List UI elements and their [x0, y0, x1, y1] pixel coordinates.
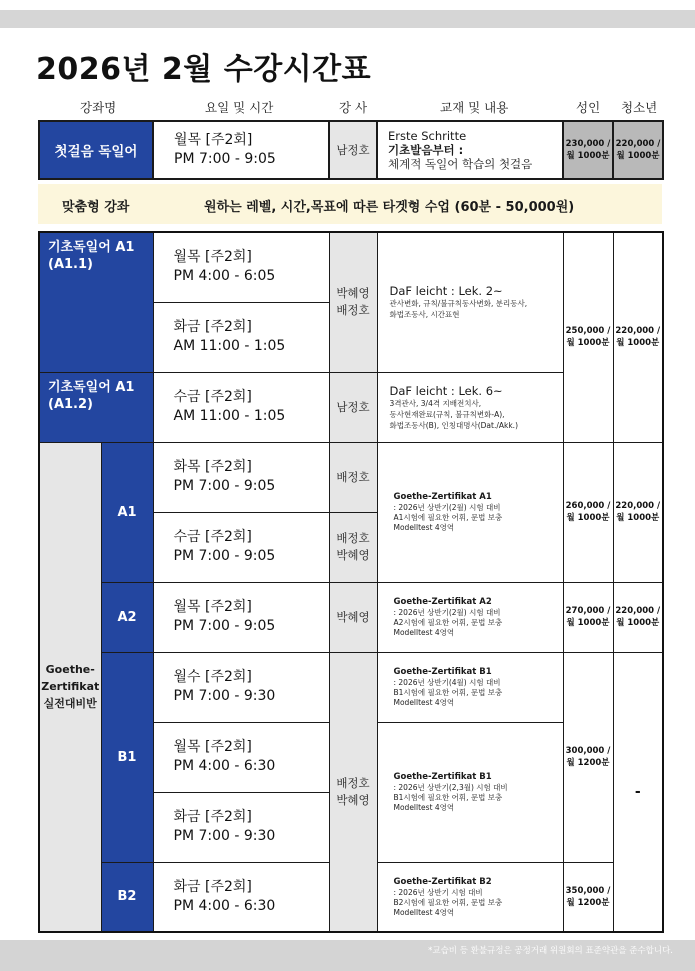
schedule-time: PM 7:00 - 9:30	[173, 828, 276, 844]
schedule-time: PM 4:00 - 6:30	[173, 897, 276, 914]
course-name-line2: (A1.2)	[48, 396, 93, 412]
schedule-time: PM 4:00 - 6:05	[173, 268, 276, 285]
banner-text: 원하는 레벨, 시간,목표에 따른 타겟형 수업 (60분 - 50,000원)	[204, 200, 575, 215]
teacher-cell	[329, 512, 377, 582]
exam-title: Goethe-Zertifikat A1	[393, 492, 492, 502]
goethe-group-label	[39, 442, 101, 932]
adult-price-value: 270,000 /	[565, 606, 611, 616]
youth-price-unit: 월 1000분	[616, 618, 660, 628]
exam-title: Goethe-Zertifikat B2	[393, 876, 492, 887]
schedule-time: PM 4:00 - 6:30	[173, 758, 276, 774]
adult-price	[563, 442, 613, 582]
first-course-table	[38, 120, 664, 180]
teacher-cell: 배정호	[329, 442, 377, 512]
youth-price-value: 220,000 /	[615, 606, 661, 616]
schedule-day: 월목 [주2회]	[174, 132, 253, 148]
page-title: 2026년 2월 수강시간표	[36, 52, 372, 87]
youth-price-unit: 월 1000분	[616, 151, 660, 161]
schedule-time: PM 7:00 - 9:05	[173, 548, 276, 564]
teacher-name: 배정호	[336, 531, 370, 545]
adult-price-unit: 월 1000분	[566, 513, 610, 523]
schedule-time: AM 11:00 - 1:05	[173, 408, 286, 424]
course-name-line2: (A1.1)	[48, 257, 93, 272]
teacher-cell	[329, 232, 377, 372]
adult-price-unit: 월 1000분	[566, 151, 610, 161]
course-name-line1: 기초독일어 A1	[48, 379, 135, 395]
teacher-cell: 남정호	[329, 121, 377, 179]
exam-detail: A1시험에 필요한 어휘, 문법 보충	[393, 513, 503, 522]
material-cell	[377, 232, 563, 372]
schedule-day: 월수 [주2회]	[173, 669, 252, 685]
material-cell	[377, 862, 563, 932]
schedule-time: PM 7:00 - 9:05	[173, 618, 276, 634]
schedule-cell	[153, 302, 329, 372]
material-detail: 3격관사, 3/4격 지배전치사,	[389, 398, 482, 408]
teacher-cell	[329, 652, 377, 932]
youth-price-unit: 월 1000분	[616, 338, 660, 349]
header-teacher: 강 사	[339, 100, 368, 115]
exam-detail: Modelltest 4영역	[393, 628, 455, 637]
schedule-day: 월목 [주2회]	[173, 739, 252, 755]
exam-detail: Modelltest 4영역	[393, 523, 455, 532]
exam-title: Goethe-Zertifikat A2	[393, 597, 492, 607]
material-detail: 화법조동사, 시간표현	[389, 310, 460, 320]
course-name-a12	[39, 372, 153, 442]
adult-price-unit: 월 1200분	[566, 897, 610, 908]
youth-price-value: 220,000 /	[615, 326, 661, 337]
refund-footnote: *교습비 등 환불규정은 공정거래 위원회의 표준약관을 준수합니다.	[428, 946, 673, 956]
schedule-cell	[153, 512, 329, 582]
schedule-day: 화금 [주2회]	[173, 809, 252, 825]
adult-price	[563, 652, 613, 862]
schedule-day: 월목 [주2회]	[173, 599, 252, 615]
exam-detail: B1시험에 필요한 어휘, 문법 보충	[393, 688, 503, 697]
youth-price	[613, 582, 663, 652]
schedule-cell	[153, 372, 329, 442]
schedule-day: 화금 [주2회]	[173, 878, 252, 895]
exam-detail: Modelltest 4영역	[393, 698, 455, 707]
adult-price	[563, 582, 613, 652]
exam-detail: A2시험에 필요한 어휘, 문법 보충	[393, 618, 503, 627]
exam-detail: : 2026년 상반기(2월) 시험 대비	[393, 503, 501, 512]
level-b2: B2	[101, 862, 153, 932]
schedule-day: 화금 [주2회]	[173, 319, 252, 335]
youth-price	[613, 232, 663, 442]
adult-price-value: 350,000 /	[565, 885, 611, 896]
adult-price	[563, 232, 613, 442]
adult-price-value: 300,000 /	[565, 746, 611, 756]
adult-price-unit: 월 1200분	[566, 758, 610, 768]
teacher-name: 배정호	[336, 775, 370, 790]
schedule-cell	[153, 862, 329, 932]
schedule-cell	[153, 232, 329, 302]
book-title: Erste Schritte	[388, 129, 467, 143]
schedule-time: PM 7:00 - 9:05	[173, 478, 276, 494]
course-name: 첫걸음 독일어	[39, 121, 153, 179]
adult-price-unit: 월 1000분	[566, 618, 610, 628]
header-adult: 성인	[576, 100, 601, 115]
schedule-cell	[153, 652, 329, 722]
adult-price-value: 260,000 /	[565, 501, 611, 511]
exam-detail: : 2026년 상반기(2,3월) 시험 대비	[393, 783, 508, 792]
exam-detail: : 2026년 상반기(4월) 시험 대비	[393, 678, 501, 687]
youth-price	[613, 442, 663, 582]
header-material: 교재 및 내용	[440, 100, 509, 115]
adult-price-value: 230,000 /	[565, 139, 611, 149]
teacher-cell: 박혜영	[329, 582, 377, 652]
adult-price	[563, 862, 613, 932]
exam-detail: B1시험에 필요한 어휘, 문법 보충	[393, 793, 503, 802]
teacher-name: 박혜영	[336, 548, 370, 562]
teacher-cell: 남정호	[329, 372, 377, 442]
material-detail: 동사현재완료(규칙, 불규칙변화-A),	[389, 409, 505, 419]
schedule-day: 화목 [주2회]	[173, 459, 252, 475]
course-name-line1: 기초독일어 A1	[48, 240, 135, 255]
level-a2: A2	[101, 582, 153, 652]
material-cell	[377, 652, 563, 722]
material-detail: 관사변화, 규칙/불규칙동사변화, 분리동사,	[389, 299, 528, 309]
main-schedule-table	[38, 231, 664, 933]
youth-price-unit: 월 1000분	[616, 513, 660, 523]
top-bar	[0, 10, 695, 28]
goethe-label-line1: Goethe-	[45, 663, 95, 677]
exam-detail: B2시험에 필요한 어휘, 문법 보충	[393, 897, 503, 907]
schedule-time: PM 7:00 - 9:05	[174, 151, 276, 167]
teacher-name: 박혜영	[336, 792, 370, 807]
schedule-time: PM 7:00 - 9:30	[173, 688, 276, 704]
content-title: 기초발음부터 :	[388, 143, 464, 157]
exam-detail: Modelltest 4영역	[393, 803, 455, 812]
exam-detail: : 2026년 상반기(2월) 시험 대비	[393, 608, 501, 617]
level-b1: B1	[101, 652, 153, 862]
level-a1: A1	[101, 442, 153, 582]
header-youth: 청소년	[621, 100, 658, 115]
book-title: DaF leicht : Lek. 2~	[389, 284, 503, 299]
youth-price-value: 220,000 /	[615, 501, 661, 511]
schedule-day: 월목 [주2회]	[173, 249, 252, 266]
material-cell	[377, 372, 563, 442]
book-title: DaF leicht : Lek. 6~	[389, 383, 503, 398]
schedule-cell	[153, 121, 329, 179]
material-cell	[377, 582, 563, 652]
exam-detail: : 2026년 상반기 시험 대비	[393, 887, 483, 897]
adult-price-unit: 월 1000분	[566, 338, 610, 349]
material-detail: 화법조동사(B), 인칭대명사(Dat./Akk.)	[389, 420, 518, 430]
schedule-day: 수금 [주2회]	[173, 389, 252, 405]
schedule-time: AM 11:00 - 1:05	[173, 338, 286, 354]
schedule-cell	[153, 442, 329, 512]
content-text: 체계적 독일어 학습의 첫걸음	[388, 157, 533, 171]
exam-detail: Modelltest 4영역	[393, 907, 455, 917]
schedule-cell	[153, 792, 329, 862]
course-name-a11	[39, 232, 153, 372]
material-cell	[377, 121, 563, 179]
schedule-cell	[153, 582, 329, 652]
material-cell	[377, 722, 563, 862]
custom-course-banner	[38, 184, 662, 224]
header-schedule: 요일 및 시간	[205, 100, 274, 115]
banner-label: 맞춤형 강좌	[62, 200, 130, 215]
youth-price	[613, 121, 663, 179]
header-course: 강좌명	[80, 100, 117, 115]
exam-title: Goethe-Zertifikat B1	[393, 772, 492, 782]
schedule-cell	[153, 722, 329, 792]
goethe-label-line3: 실전대비반	[43, 697, 97, 711]
adult-price	[563, 121, 613, 179]
exam-title: Goethe-Zertifikat B1	[393, 667, 492, 677]
teacher-name: 배정호	[336, 303, 370, 318]
teacher-name: 박혜영	[336, 286, 370, 301]
youth-price-value: 220,000 /	[615, 139, 661, 149]
schedule-day: 수금 [주2회]	[173, 529, 252, 545]
youth-price: -	[613, 652, 663, 932]
adult-price-value: 250,000 /	[565, 326, 611, 337]
goethe-label-line2: Zertifikat	[41, 680, 100, 694]
material-cell	[377, 442, 563, 582]
